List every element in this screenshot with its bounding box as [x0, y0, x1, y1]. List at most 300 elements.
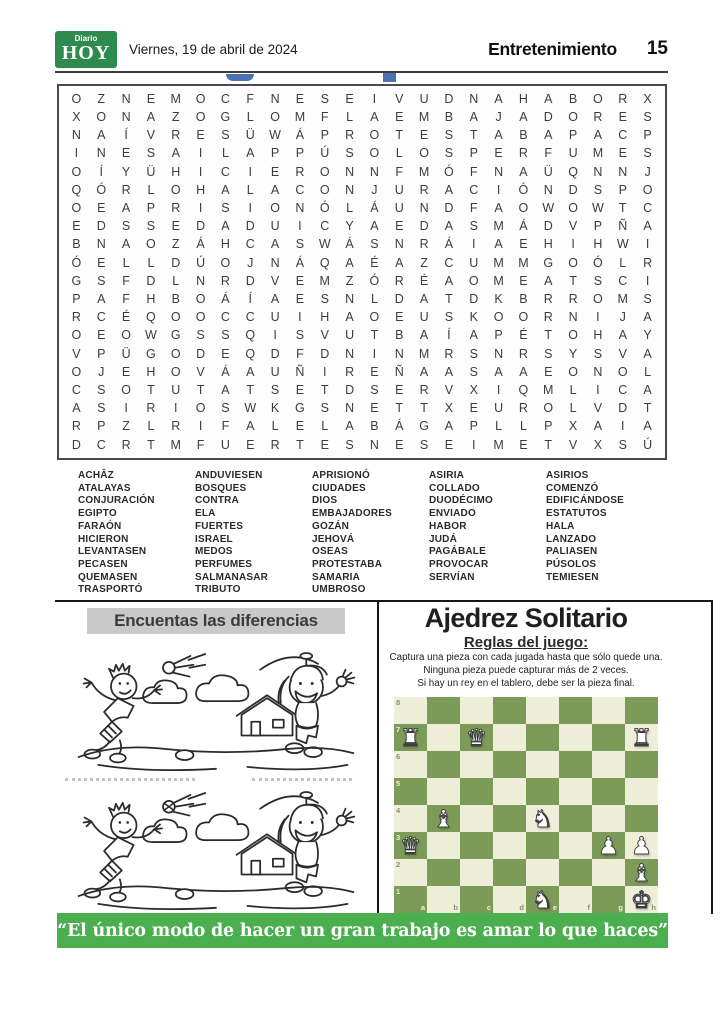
wordsearch-letter: A: [519, 109, 528, 124]
wordsearch-letter: W: [269, 128, 281, 143]
panel-separator-rule: [252, 778, 352, 781]
word-list-item: SAMARIA: [312, 571, 361, 583]
wordsearch-letter: X: [444, 401, 454, 416]
square-e3: [526, 832, 559, 859]
wordsearch-letter: F: [320, 109, 329, 124]
wordsearch-letter: S: [444, 128, 454, 143]
square-b2: [427, 859, 460, 886]
wordsearch-letter: Á: [295, 255, 305, 270]
wordsearch-letter: O: [568, 328, 578, 343]
wordsearch-letter: U: [469, 255, 479, 270]
wordsearch-letter: O: [369, 146, 380, 161]
word-list-item: PROVOCAR: [429, 558, 489, 570]
wordsearch-letter: I: [472, 237, 476, 252]
wordsearch-letter: S: [320, 291, 329, 306]
wordsearch-letter: Z: [171, 237, 180, 252]
wordsearch-row: [64, 111, 660, 124]
wordsearch-letter: M: [319, 273, 330, 288]
square-g3: [592, 832, 625, 859]
wordsearch-letter: A: [643, 346, 652, 361]
wordsearch-letter: A: [221, 219, 230, 234]
wordsearch-row: [64, 257, 660, 270]
wordsearch-letter: Á: [395, 419, 404, 434]
wordsearch-letter: D: [196, 346, 206, 361]
wordsearch-letter: P: [295, 146, 305, 161]
wordsearch-letter: Í: [124, 128, 128, 143]
wordsearch-letter: I: [472, 437, 476, 452]
wordsearch-letter: S: [469, 346, 478, 361]
wordsearch-letter: I: [496, 182, 501, 197]
wordsearch-letter: R: [543, 310, 553, 325]
wordsearch-letter: I: [198, 146, 203, 161]
file-label: g: [618, 903, 623, 912]
wordsearch-letter: I: [124, 401, 128, 416]
wordsearch-letter: W: [244, 401, 257, 416]
wordsearch-row: [64, 238, 660, 251]
square-g2: [592, 859, 625, 886]
wordsearch-letter: N: [270, 255, 280, 270]
wordsearch-letter: A: [643, 419, 652, 434]
wordsearch-letter: P: [544, 419, 553, 434]
chess-piece-pawn-icon: ♟: [597, 831, 620, 860]
wordsearch-letter: O: [71, 200, 82, 215]
square-d4: [493, 805, 526, 832]
wordsearch-letter: O: [319, 182, 330, 197]
wordsearch-letter: R: [345, 128, 355, 143]
wordsearch-letter: V: [395, 91, 404, 106]
wordsearch-letter: O: [593, 291, 603, 306]
square-d8: [493, 697, 526, 724]
wordsearch-letter: I: [248, 200, 252, 215]
wordsearch-letter: C: [295, 182, 305, 197]
wordsearch-letter: R: [419, 182, 429, 197]
wordsearch-letter: S: [593, 273, 603, 288]
wordsearch-letter: T: [395, 128, 404, 143]
square-b7: [427, 724, 460, 751]
wordsearch-letter: A: [345, 255, 354, 270]
wordsearch-letter: P: [320, 128, 329, 143]
word-list-item: JUDÁ: [429, 533, 458, 545]
wordsearch-letter: R: [270, 437, 280, 452]
wordsearch-letter: N: [543, 182, 553, 197]
word-list-item: ATALAYAS: [78, 482, 131, 494]
chess-rule: Si hay un rey en el tablero, debe ser la pieza final.: [417, 678, 635, 689]
wordsearch-letter: S: [419, 437, 429, 452]
wordsearch-letter: R: [593, 109, 603, 124]
wordsearch-letter: I: [596, 310, 600, 325]
wordsearch-letter: E: [519, 237, 528, 252]
cut-off-title-fragment: [226, 74, 254, 81]
wordsearch-letter: A: [643, 310, 652, 325]
chess-piece-queen-icon: ♛: [465, 723, 488, 752]
wordsearch-letter: U: [419, 310, 429, 325]
square-g5: [592, 778, 625, 805]
wordsearch-letter: E: [395, 219, 404, 234]
word-list-item: ELA: [195, 508, 216, 520]
wordsearch-letter: S: [221, 200, 230, 215]
wordsearch-letter: A: [444, 419, 454, 434]
word-list-item: QUEMASEN: [78, 571, 138, 583]
wordsearch-letter: S: [643, 291, 652, 306]
wordsearch-letter: N: [469, 91, 479, 106]
wordsearch-letter: L: [495, 419, 503, 434]
file-label: f: [587, 903, 590, 912]
wordsearch-letter: Y: [643, 328, 652, 343]
square-b4: [427, 805, 460, 832]
wordsearch-letter: Z: [122, 419, 130, 434]
wordsearch-letter: N: [494, 346, 504, 361]
wordsearch-letter: N: [270, 91, 280, 106]
wordsearch-letter: Á: [444, 237, 454, 252]
wordsearch-letter: N: [295, 200, 305, 215]
wordsearch-letter: N: [593, 164, 603, 179]
wordsearch-letter: C: [245, 310, 255, 325]
wordsearch-letter: K: [469, 310, 478, 325]
wordsearch-letter: M: [418, 346, 430, 361]
square-b5: [427, 778, 460, 805]
wordsearch-letter: P: [270, 146, 280, 161]
rank-label: 8: [396, 698, 401, 707]
wordsearch-letter: Ü: [543, 164, 553, 179]
wordsearch-letter: E: [295, 273, 305, 288]
square-c7: [460, 724, 493, 751]
wordsearch-letter: M: [170, 437, 181, 452]
wordsearch-letter: N: [369, 437, 379, 452]
word-list-item: OSEAS: [312, 546, 349, 558]
wordsearch-letter: Q: [518, 382, 529, 397]
wordsearch-row: [64, 402, 660, 415]
wordsearch-letter: I: [571, 237, 575, 252]
chess-rule: Captura una pieza con cada jugada hasta que sólo quede una.: [389, 652, 663, 663]
wordsearch-letter: I: [372, 91, 377, 106]
wordsearch-letter: T: [395, 401, 404, 416]
square-a8: [394, 697, 427, 724]
wordsearch-letter: R: [121, 437, 131, 452]
wordsearch-letter: R: [518, 146, 528, 161]
rank-label: 5: [396, 779, 401, 788]
square-f6: [559, 751, 592, 778]
wordsearch-letter: Y: [121, 164, 131, 179]
wordsearch-row: [64, 311, 660, 324]
wordsearch-letter: L: [619, 255, 627, 270]
wordsearch-letter: E: [469, 401, 478, 416]
wordsearch-letter: Ó: [71, 255, 82, 270]
wordsearch-letter: T: [643, 401, 652, 416]
word-list-item: ISRAEL: [195, 533, 233, 545]
wordsearch-letter: Ú: [196, 255, 206, 270]
wordsearch-letter: U: [171, 382, 181, 397]
wordsearch-letter: Q: [71, 182, 82, 197]
section-divider-vertical: [377, 600, 379, 914]
wordsearch-letter: Q: [146, 310, 156, 325]
word-list-item: FUERTES: [195, 520, 244, 532]
wordsearch-letter: A: [370, 109, 379, 124]
wordsearch-letter: V: [320, 328, 329, 343]
wordsearch-letter: O: [195, 401, 206, 416]
square-h4: [625, 805, 658, 832]
wordsearch-letter: U: [568, 146, 578, 161]
wordsearch-letter: D: [245, 273, 255, 288]
wordsearch-letter: I: [645, 273, 650, 288]
wordsearch-letter: D: [96, 219, 106, 234]
word-list-item: SALMANASAR: [195, 571, 269, 583]
wordsearch-letter: Ú: [643, 437, 653, 452]
chess-rules-title: Reglas del juego:: [463, 634, 589, 651]
wordsearch-letter: O: [617, 364, 628, 379]
wordsearch-letter: E: [295, 291, 305, 306]
wordsearch-letter: T: [296, 437, 304, 452]
wordsearch-letter: C: [618, 128, 628, 143]
wordsearch-letter: Q: [245, 346, 256, 361]
rank-label: 7: [396, 725, 401, 734]
wordsearch-letter: R: [71, 419, 81, 434]
wordsearch-letter: H: [196, 182, 206, 197]
wordsearch-letter: P: [97, 346, 106, 361]
wordsearch-letter: A: [544, 128, 553, 143]
wordsearch-letter: E: [419, 128, 429, 143]
wordsearch-letter: É: [370, 255, 379, 270]
wordsearch-letter: H: [593, 237, 603, 252]
word-list-item: PECASEN: [78, 558, 128, 570]
wordsearch-letter: A: [519, 364, 528, 379]
file-label: c: [486, 903, 491, 912]
wordsearch-letter: N: [618, 164, 628, 179]
wordsearch-letter: Ó: [518, 182, 529, 197]
wordsearch-letter: O: [71, 164, 82, 179]
file-label: e: [552, 903, 557, 912]
wordsearch-letter: S: [97, 273, 106, 288]
word-list-item: ESTATUTOS: [546, 508, 607, 520]
wordsearch-letter: B: [72, 237, 81, 252]
wordsearch-letter: O: [121, 382, 131, 397]
wordsearch-letter: E: [295, 91, 305, 106]
wordsearch-letter: M: [592, 146, 604, 161]
wordsearch-letter: A: [444, 364, 454, 379]
wordsearch-letter: S: [97, 401, 106, 416]
word-list-item: BOSQUES: [195, 482, 247, 494]
wordsearch-letter: U: [345, 328, 355, 343]
wordsearch-letter: C: [618, 273, 628, 288]
file-label: b: [453, 903, 458, 912]
wordsearch-letter: H: [146, 364, 156, 379]
wordsearch-letter: N: [196, 273, 206, 288]
wordsearch-letter: R: [419, 237, 429, 252]
wordsearch-letter: B: [444, 109, 454, 124]
wordsearch-letter: H: [543, 237, 553, 252]
square-f7: [559, 724, 592, 751]
wordsearch-letter: N: [121, 109, 131, 124]
wordsearch-letter: N: [345, 346, 355, 361]
wordsearch-letter: J: [98, 364, 105, 379]
wordsearch-letter: A: [221, 182, 230, 197]
square-b8: [427, 697, 460, 724]
wordsearch-letter: O: [593, 91, 603, 106]
wordsearch-letter: N: [345, 401, 355, 416]
wordsearch-letter: F: [246, 91, 255, 106]
wordsearch-row: [64, 329, 660, 342]
word-list-column: [195, 470, 312, 598]
square-c3: [460, 832, 493, 859]
wordsearch-letter: A: [121, 200, 131, 215]
wordsearch-letter: E: [395, 310, 404, 325]
wordsearch-letter: R: [419, 382, 429, 397]
wordsearch-letter: A: [121, 237, 131, 252]
square-h7: [625, 724, 658, 751]
wordsearch-letter: N: [568, 310, 578, 325]
wordsearch-letter: E: [395, 109, 404, 124]
wordsearch-letter: U: [419, 91, 429, 106]
word-list-item: EGIPTO: [78, 508, 117, 520]
wordsearch-letter: Ó: [96, 182, 107, 197]
wordsearch-letter: R: [444, 346, 454, 361]
wordsearch-row: [64, 184, 660, 197]
wordsearch-letter: W: [318, 237, 331, 252]
wordsearch-letter: D: [146, 273, 156, 288]
wordsearch-letter: P: [469, 419, 478, 434]
wordsearch-letter: V: [593, 401, 603, 416]
wordsearch-letter: Ñ: [618, 219, 628, 234]
wordsearch-letter: S: [221, 128, 230, 143]
file-label: h: [651, 903, 656, 912]
wordsearch-letter: C: [643, 200, 653, 215]
wordsearch-letter: W: [592, 200, 604, 215]
wordsearch-letter: S: [320, 401, 329, 416]
wordsearch-letter: S: [121, 219, 131, 234]
word-list-item: ASIRIA: [429, 470, 465, 481]
wordsearch-letter: I: [645, 237, 650, 252]
wordsearch-letter: J: [495, 109, 502, 124]
wordsearch-letter: A: [419, 291, 429, 306]
wordsearch-letter: E: [171, 219, 180, 234]
wordsearch-letter: C: [320, 219, 330, 234]
wordsearch-letter: Á: [295, 128, 305, 143]
wordsearch-letter: N: [71, 128, 81, 143]
wordsearch-row: [64, 420, 660, 433]
wordsearch-letter: Ú: [320, 146, 330, 161]
square-b6: [427, 751, 460, 778]
wordsearch-letter: H: [171, 164, 181, 179]
wordsearch-letter: Ó: [369, 273, 380, 288]
wordsearch-letter: D: [71, 437, 81, 452]
rank-label: 4: [396, 806, 401, 815]
wordsearch-letter: S: [444, 146, 454, 161]
chess-piece-pawn-icon: ♟: [630, 831, 653, 860]
wordsearch-letter: N: [121, 91, 131, 106]
wordsearch-letter: Ü: [245, 128, 255, 143]
word-list-item: UMBROSO: [312, 584, 366, 596]
word-list-column: [546, 470, 663, 598]
chess-piece-knight-icon: ♞: [531, 885, 554, 914]
wordsearch-letter: O: [270, 109, 280, 124]
wordsearch-letter: O: [170, 182, 181, 197]
wordsearch-grid: [57, 84, 667, 460]
wordsearch-letter: C: [245, 237, 255, 252]
wordsearch-letter: H: [518, 91, 528, 106]
wordsearch-letter: Z: [420, 255, 428, 270]
word-list-item: COLLADO: [429, 482, 480, 494]
wordsearch-letter: A: [146, 109, 156, 124]
wordsearch-row: [64, 93, 660, 106]
square-f2: [559, 859, 592, 886]
square-f3: [559, 832, 592, 859]
wordsearch-letter: I: [323, 364, 327, 379]
cut-off-title-fragment: [383, 73, 396, 82]
square-d3: [493, 832, 526, 859]
wordsearch-letter: X: [643, 91, 652, 106]
wordsearch-letter: T: [196, 382, 205, 397]
word-list-item: APRISIONÓ: [312, 470, 370, 481]
wordsearch-letter: T: [544, 437, 553, 452]
wordsearch-letter: A: [270, 237, 280, 252]
wordsearch-letter: A: [97, 291, 106, 306]
word-list-item: TRIBUTO: [195, 584, 241, 596]
wordsearch-letter: E: [444, 437, 454, 452]
wordsearch-letter: F: [221, 419, 230, 434]
wordsearch-letter: C: [618, 382, 628, 397]
word-list-item: SERVÍAN: [429, 571, 475, 583]
wordsearch-letter: S: [97, 382, 106, 397]
wordsearch-letter: E: [544, 364, 553, 379]
wordsearch-letter: E: [295, 382, 305, 397]
wordsearch-letter: D: [196, 219, 206, 234]
wordsearch-letter: C: [444, 255, 454, 270]
wordsearch-letter: T: [544, 328, 553, 343]
square-d2: [493, 859, 526, 886]
wordsearch-letter: G: [170, 328, 181, 343]
wordsearch-letter: E: [246, 437, 255, 452]
wordsearch-letter: A: [345, 310, 354, 325]
square-d7: [493, 724, 526, 751]
wordsearch-letter: F: [469, 164, 478, 179]
square-c1: [460, 886, 493, 913]
square-c4: [460, 805, 493, 832]
wordsearch-letter: F: [395, 164, 404, 179]
word-list-item: LEVANTASEN: [78, 546, 147, 558]
wordsearch-letter: A: [395, 255, 404, 270]
wordsearch-letter: P: [593, 219, 603, 234]
wordsearch-letter: C: [469, 182, 479, 197]
wordsearch-letter: É: [419, 273, 429, 288]
logo-top-text: Diario: [74, 34, 98, 43]
word-list-item: GOZÁN: [312, 520, 350, 532]
wordsearch-letter: B: [370, 419, 379, 434]
wordsearch-letter: T: [147, 437, 155, 452]
square-a5: [394, 778, 427, 805]
wordsearch-letter: I: [248, 164, 252, 179]
chess-piece-bishop-icon: ♝: [432, 804, 455, 833]
wordsearch-row: [64, 348, 660, 361]
wordsearch-letter: T: [469, 128, 478, 143]
wordsearch-letter: Q: [319, 255, 330, 270]
wordsearch-letter: É: [121, 310, 131, 325]
wordsearch-letter: P: [146, 200, 156, 215]
wordsearch-letter: R: [568, 291, 578, 306]
wordsearch-letter: L: [147, 419, 155, 434]
wordsearch-letter: A: [444, 273, 454, 288]
wordsearch-letter: S: [370, 382, 379, 397]
square-h2: [625, 859, 658, 886]
wordsearch-letter: R: [618, 91, 628, 106]
wordsearch-letter: O: [518, 310, 529, 325]
wordsearch-letter: O: [146, 237, 156, 252]
chess-section: [384, 603, 668, 913]
word-list-item: EMBAJADORES: [312, 508, 392, 520]
wordsearch-letter: P: [97, 419, 106, 434]
wordsearch-letter: P: [618, 182, 627, 197]
word-list-item: EDIFICÁNDOSE: [546, 495, 624, 507]
wordsearch-letter: L: [122, 255, 130, 270]
square-a7: [394, 724, 427, 751]
